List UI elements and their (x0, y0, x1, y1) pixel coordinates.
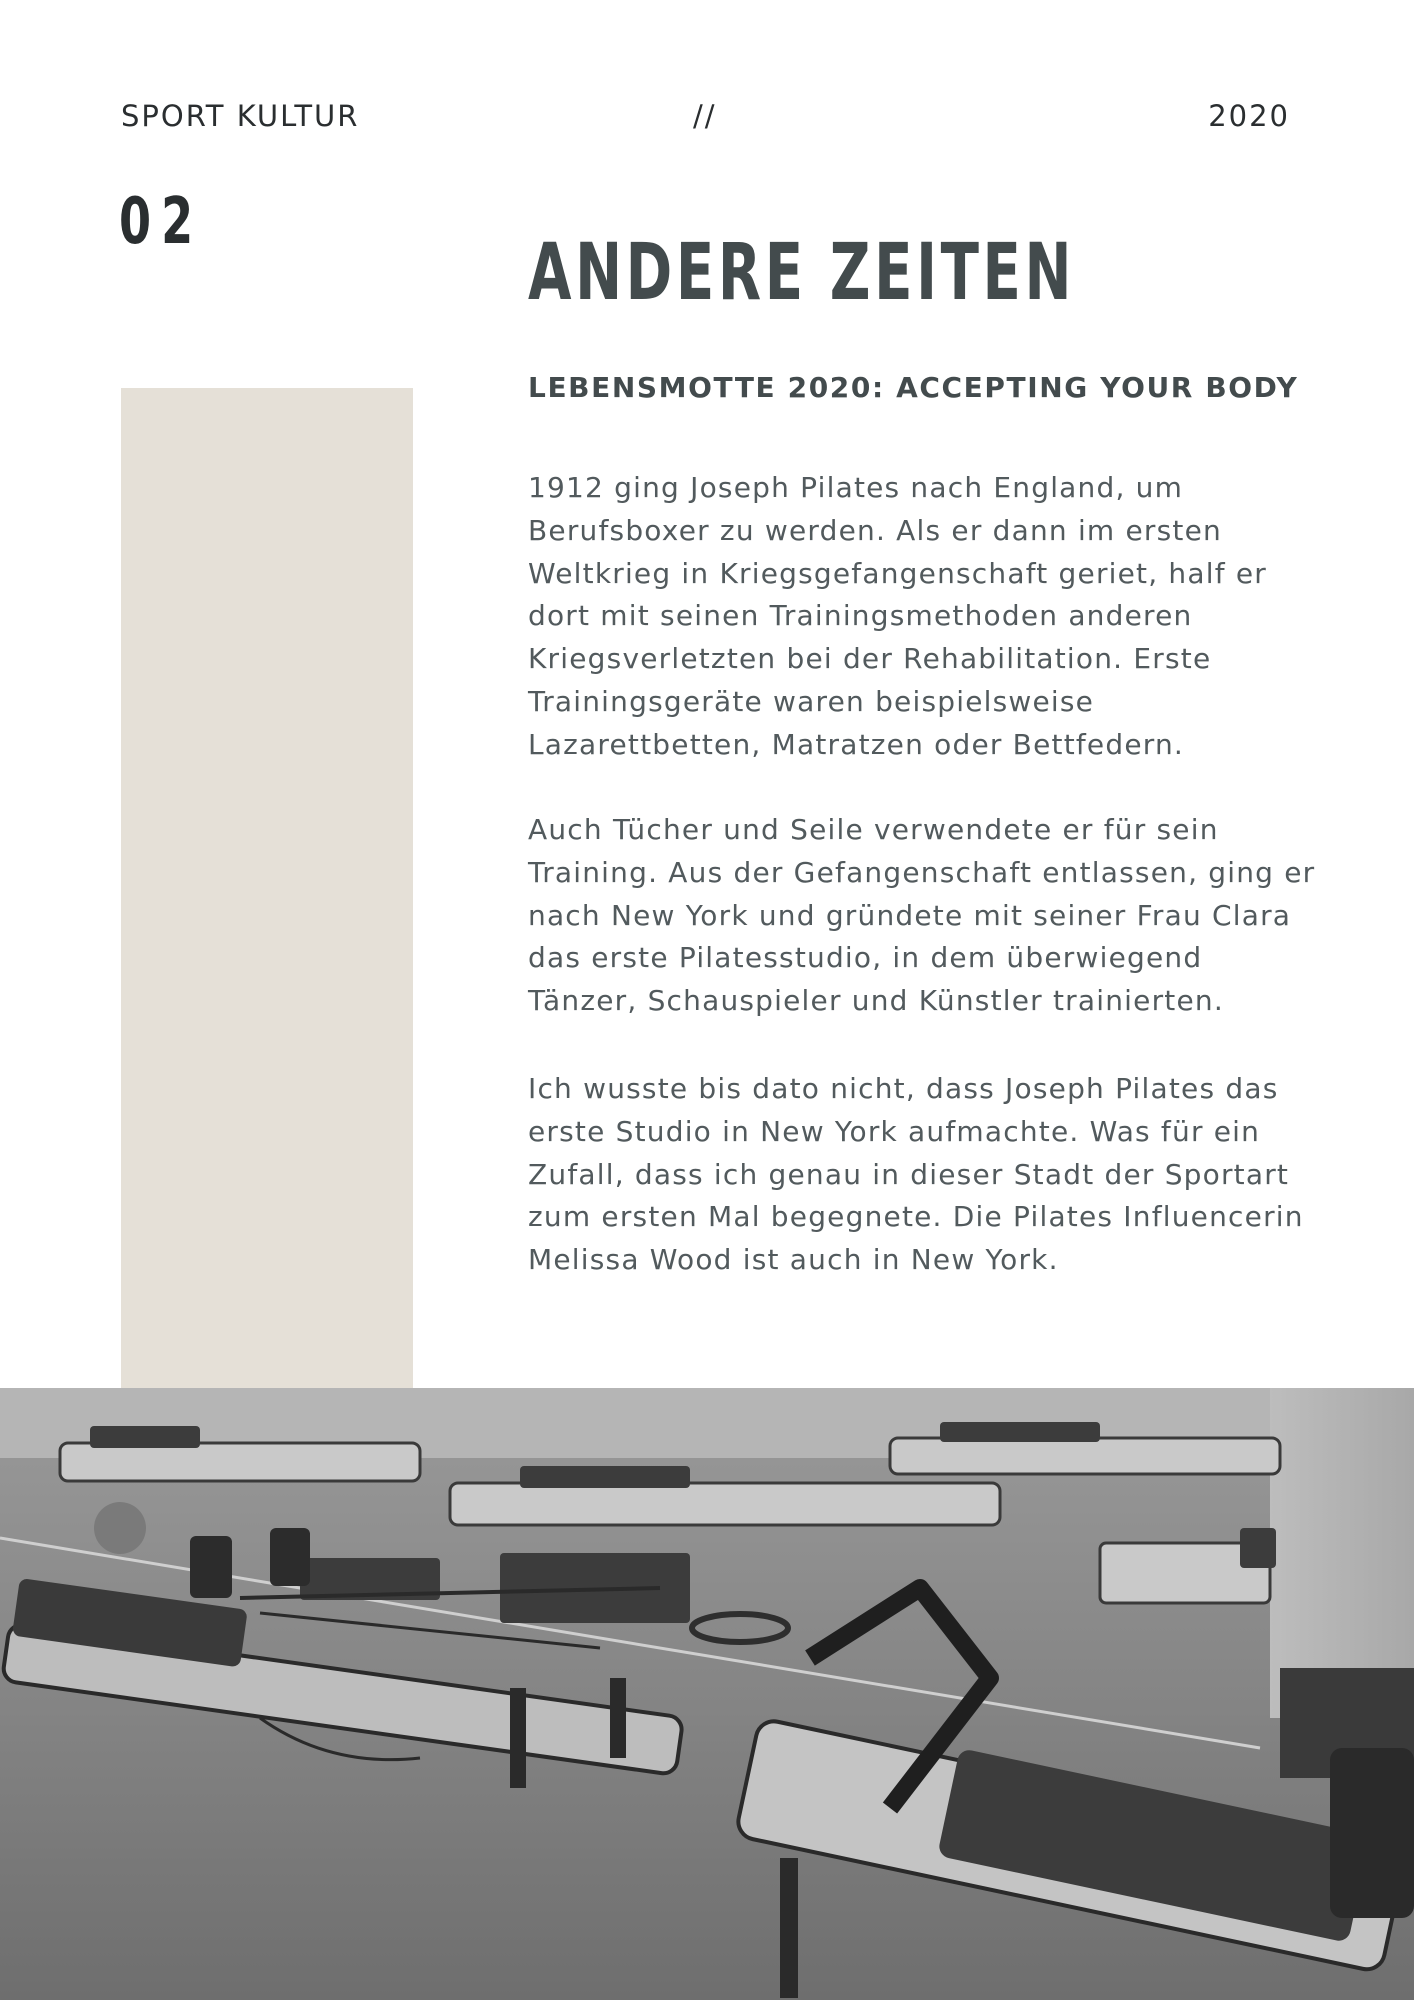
body-paragraph-1: 1912 ging Joseph Pilates nach England, um Berufsboxer zu werden. Als er dann im ersten Weltkrieg in Kriegsgefangenschaft geriet, half er dort mit seinen Trainingsmethoden anderen Kriegsverletzten bei der Rehabilitation. Erste Trainingsgeräte waren beispielsweise Lazarettbetten, Matratzen oder Bettfedern. (528, 471, 1268, 761)
pilates-studio-photo (0, 1388, 1414, 2000)
article-title: ANDERE ZEITEN (528, 228, 1076, 318)
body-paragraph-2: Auch Tücher und Seile verwendete er für sein Training. Aus der Gefangenschaft entlassen, ging er nach New York und gründete mit seiner Frau Clara das erste Pilatesstudio, in dem überwiegend Tänzer, Schauspieler und Künstler trainierten. (528, 813, 1316, 1018)
header-separator: // (693, 99, 717, 133)
article-subtitle: LEBENSMOTTE 2020: ACCEPTING YOUR BODY (528, 371, 1299, 404)
magazine-section-label: SPORT KULTUR (121, 99, 360, 133)
body-paragraph-3: Ich wusste bis dato nicht, dass Joseph Pilates das erste Studio in New York aufmachte. Was für ein Zufall, dass ich genau in dieser Stadt der Sportart zum ersten Mal begegnete. Die Pilates Influencerin Melissa Wood ist auch in New York. (528, 1072, 1304, 1277)
page-number: 02 (119, 185, 204, 259)
header-year: 2020 (1208, 99, 1290, 133)
decorative-color-block (121, 388, 413, 1388)
